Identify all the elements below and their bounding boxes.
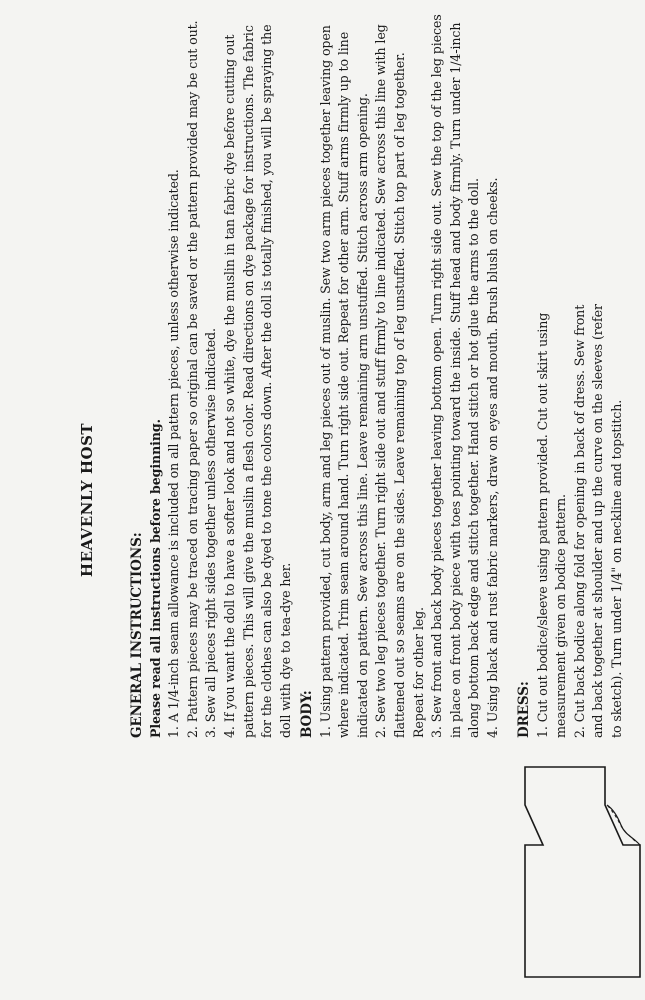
body-item-2: 2. Sew two leg pieces together. Turn right side out and stuff firmly to line indicated. Sew across this line with leg flattened out so seams are on the sides. Leave remaining top of leg unstuffed. Stitch top part of leg together. Repeat for other leg.	[373, 24, 426, 738]
general-item-3: 3. Sew all pieces right sides together unless otherwise indicated.	[203, 328, 219, 738]
body-item-3: 3. Sew front and back body pieces together leaving bottom open. Turn right side out. Sew the top of the leg pieces in place on front body piece with toes pointing toward the inside. Stuff head and body firmly. Turn under 1/4-inch along bottom back edge and stitch together. Hand stitch or hot glue the arms to the doll.	[429, 14, 482, 738]
body-heading: BODY:	[299, 690, 315, 738]
dress-item-2: 2. Cut back bodice along fold for opening in back of dress. Sew front and back together at shoulder and up the curve on the sleeves (refer to sketch). Turn under 1/4" on neckline and topstitch.	[571, 304, 624, 738]
dress-item-1: 1. Cut out bodice/sleeve using pattern provided. Cut out skirt using measurement given on bodice pattern.	[534, 312, 569, 738]
dress-section	[515, 298, 627, 738]
general-heading: GENERAL INSTRUCTIONS:	[129, 532, 145, 738]
bodice-sleeve-sketch-icon	[515, 755, 645, 985]
sketch-outline	[525, 767, 640, 977]
general-instructions-section	[128, 8, 295, 738]
body-item-4: 4. Using black and rust fabric markers, draw on eyes and mouth. Brush blush on cheeks.	[484, 177, 500, 738]
general-item-4: 4. If you want the doll to have a softer look and not so white, dye the muslin in tan fabric dye before cutting out pattern pieces. This will give the muslin a flesh color. Read directions on dye package for instructions. The fabric for the clothes can also be dyed to tone the colors down. After the doll is totally finished, you will be spraying the doll with dye to tea-dye her.	[221, 24, 293, 738]
general-item-1: 1. A 1/4-inch seam allowance is included on all pattern pieces, unless otherwise indicated.	[166, 169, 182, 738]
general-subheading: Please read all instructions before beginning.	[147, 419, 163, 738]
body-section	[298, 8, 503, 738]
body-item-1: 1. Using pattern provided, cut body, arm and leg pieces out of muslin. Sew two arm pieces together leaving open where indicated. Trim seam around hand. Turn right side out. Repeat for other arm. Stuff arms firmly up to line indicated on pattern. Sew across this line. Leave remaining arm unstuffed. Stitch across arm opening.	[317, 25, 370, 738]
page-title: HEAVENLY HOST	[78, 422, 96, 578]
general-item-2: 2. Pattern pieces may be traced on tracing paper so original can be saved or the pattern provided may be cut out.	[184, 20, 200, 738]
dress-heading: DRESS:	[516, 681, 532, 738]
